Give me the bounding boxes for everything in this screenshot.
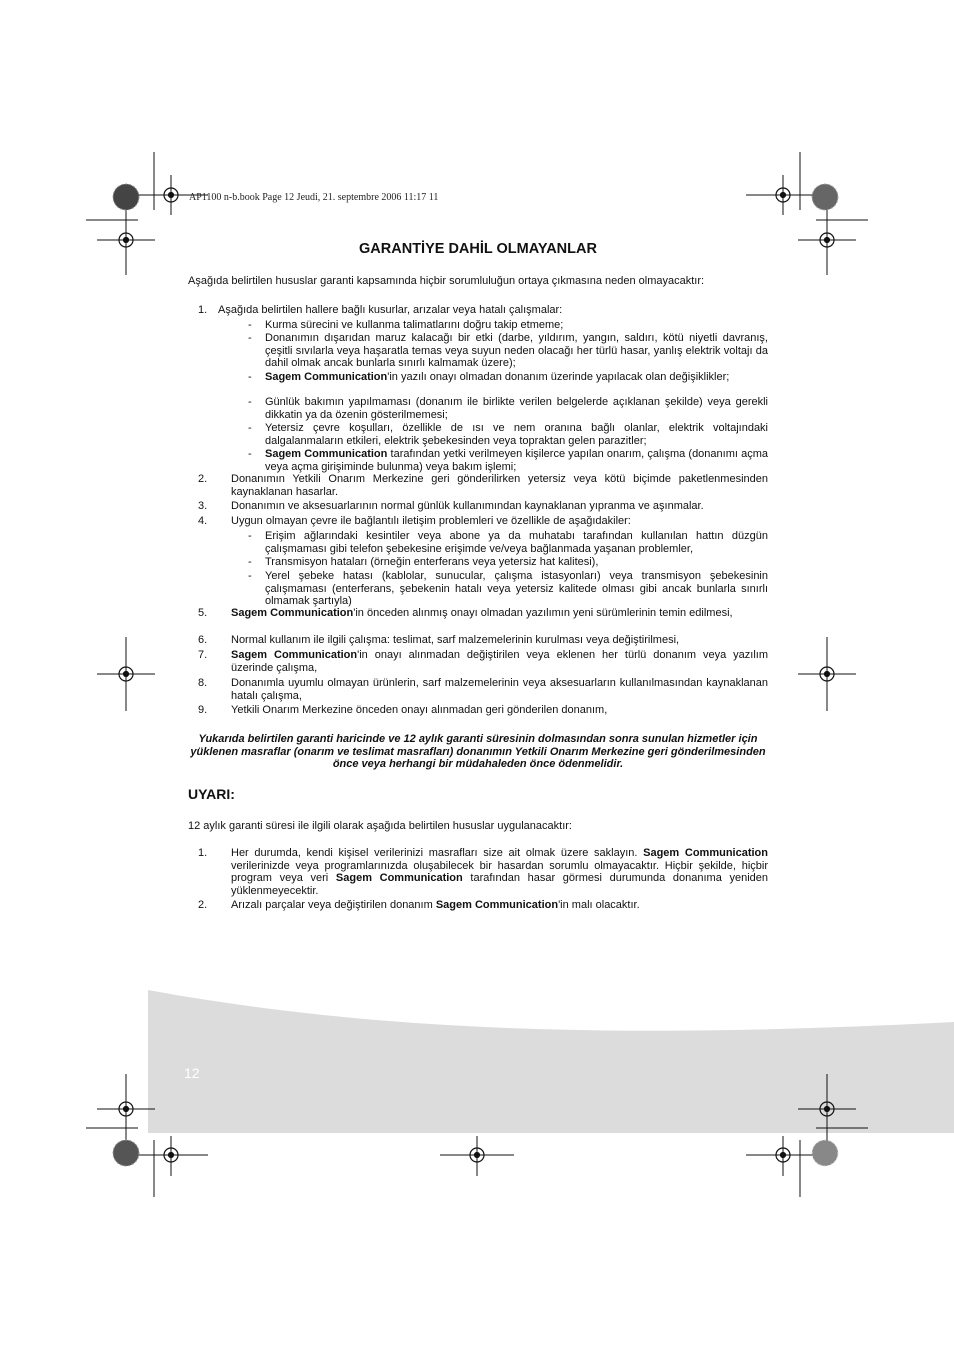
warning-item (198, 847, 768, 897)
page-title: GARANTİYE DAHİL OLMAYANLAR (359, 241, 597, 257)
sub-text: Transmisyon hataları (örneğin enterferans veya yetersiz hat kalitesi), (265, 556, 599, 568)
list-text (231, 649, 768, 674)
list-text: Uygun olmayan çevre ile bağlantılı iletişim problemleri ve özellikle de aşağıdakiler: (231, 515, 631, 527)
payment-notice: Yukarıda belirtilen garanti haricinde ve 12 aylık garanti süresinin dolmasından sonra sunulan hizmetler için yüklenen masraflar (onarım ve teslimat masrafları) donanımın Yetkili Onarım Merkezine geri gönderilmesinden önce veya herhangi bir müdahaleden önce ödenmelidir. (190, 733, 766, 771)
text-part: verilerinizde veya programlarınızda oluşabilecek bir hasardan sorumlu olmayacaktır. Hiçbir şekilde, hiçbir program veya veri (231, 859, 768, 885)
company-name: Sagem Communication (435, 899, 559, 911)
warning-intro: 12 aylık garanti süresi ile ilgili olarak aşağıda belirtilen hususlar uygulanacaktır: (188, 820, 572, 832)
dash: - (248, 448, 252, 460)
warning-text (231, 899, 768, 912)
sub-text: Donanımın dışarıdan maruz kalacağı bir etki (darbe, yıldırım, yangın, saldırı, kötü niyetli davranış, çeşitli sıvılarla veya haşaratla temas veya suyun neden olacağı her türlü hasar, yanlış elektrik voltajı da dahil olmak ancak bunlarla sınırlı kalmamak üzere); (265, 332, 768, 370)
sub-text: Erişim ağlarındaki kesintiler veya abone ya da muhatabı tarafından kullanılan hattın düzgün çalışmaması gibi telefon şebekesine erişimde ve/veya bağlanmada yaşanan problemler, (265, 530, 768, 555)
warning-text (231, 847, 768, 897)
list-item (198, 677, 768, 702)
list-text: Aşağıda belirtilen hallere bağlı kusurlar, arızalar veya hatalı çalışmalar: (218, 304, 563, 316)
sub-list-item (248, 319, 768, 332)
sub-text-rest: tarafından yetki verilmeyen kişilerce yapılan onarım, çalışma (donanımı açma veya açma girişiminde bulunma) veya bakım işlemi; (265, 448, 768, 473)
sub-list-item (248, 448, 768, 473)
sub-text: Kurma sürecini ve kullanma talimatlarını doğru takip etmeme; (265, 319, 564, 331)
list-item (198, 473, 768, 498)
list-number: 7. (198, 649, 208, 661)
list-number: 3. (198, 500, 208, 512)
list-item (198, 500, 768, 513)
dash: - (248, 319, 252, 331)
list-text: Yetkili Onarım Merkezine önceden onayı alınmadan geri gönderilen donanım, (231, 704, 608, 716)
text-part: Arızalı parçalar veya değiştirilen donanım (231, 899, 436, 911)
list-item (198, 607, 768, 620)
list-text: Donanımın ve aksesuarlarının normal günlük kullanımından kaynaklanan yıpranma ve aşınmalar. (231, 500, 704, 512)
list-text-rest: 'in önceden alınmış onayı olmadan yazılımın yeni sürümlerinin temin edilmesi, (353, 607, 733, 619)
sub-list-item (248, 371, 768, 384)
company-name: Sagem Communication (231, 607, 354, 619)
warning-title: UYARI: (188, 786, 235, 802)
list-number: 5. (198, 607, 208, 619)
warning-item (198, 899, 768, 912)
company-name: Sagem Communication (265, 371, 388, 383)
list-item (198, 634, 768, 647)
sub-text: Günlük bakımın yapılmaması (donanım ile birlikte verilen belgelerde açıklanan şekilde) veya gerekli dikkatin ya da özenin gösterilmemesi; (265, 396, 768, 421)
list-item (198, 304, 768, 317)
list-text (231, 607, 768, 620)
sub-list-item (248, 556, 768, 569)
sub-text (265, 448, 768, 473)
list-item (198, 649, 768, 674)
dash: - (248, 422, 252, 434)
sub-list-item (248, 422, 768, 447)
dash: - (248, 332, 252, 344)
company-name: Sagem Communication (335, 872, 463, 885)
dash: - (248, 556, 252, 568)
sub-list-item (248, 530, 768, 555)
sub-text (265, 371, 768, 384)
list-number: 2. (198, 473, 208, 485)
company-name: Sagem Communication (643, 847, 768, 859)
list-number: 1. (198, 847, 208, 859)
list-number: 9. (198, 704, 208, 716)
text-part: 'in malı olacaktır. (558, 899, 640, 911)
company-name: Sagem Communication (265, 448, 388, 460)
dash: - (248, 396, 252, 408)
sub-list-item (248, 570, 768, 608)
text-part: tarafından hasar görmesi durumunda donanıma yeniden yüklenmeyecektir. (231, 872, 769, 897)
list-number: 1. (198, 304, 208, 316)
list-text: Donanımın Yetkili Onarım Merkezine geri gönderilirken yetersiz veya kötü biçimde paketlenmesinden kaynaklanan hasarlar. (231, 473, 768, 498)
company-name: Sagem Communication (231, 649, 358, 661)
sub-text-rest: 'in yazılı onayı olmadan donanım üzerinde yapılacak olan değişiklikler; (387, 371, 730, 383)
sub-text: Yetersiz çevre koşulları, özellikle de ısı ve nem oranına bağlı olanlar, elektrik voltajındaki dalgalanmaların etkileri, elektrik şebekesinden veya topraktan gelen parazitler; (265, 422, 768, 447)
dash: - (248, 371, 252, 383)
list-item (198, 515, 768, 528)
page-number: 12 (184, 1065, 200, 1081)
list-item (198, 704, 768, 717)
sub-list-item (248, 332, 768, 370)
sub-list-item (248, 396, 768, 421)
file-info-header: AP1100 n-b.book Page 12 Jeudi, 21. septembre 2006 11:17 11 (189, 192, 439, 203)
list-text: Donanımla uyumlu olmayan ürünlerin, sarf malzemelerinin veya aksesuarların kullanılmasından kaynaklanan hatalı çalışma, (231, 677, 768, 702)
dash: - (248, 570, 252, 582)
list-number: 6. (198, 634, 208, 646)
list-text: Normal kullanım ile ilgili çalışma: teslimat, sarf malzemelerinin kurulması veya değiştirilmesi, (231, 634, 680, 646)
list-number: 4. (198, 515, 208, 527)
dash: - (248, 530, 252, 542)
intro-paragraph: Aşağıda belirtilen hususlar garanti kapsamında hiçbir sorumluluğun ortaya çıkmasına neden olmayacaktır: (188, 275, 705, 287)
list-number: 8. (198, 677, 208, 689)
sub-text: Yerel şebeke hatası (kablolar, sunucular, çalışma istasyonları) veya transmisyon şebekesinin çalışmaması (enterferans, şebekenin hatalı veya yetersiz kalitede olması gibi ancak bunlarla sınırlı olmamak şartıyla) (265, 570, 768, 608)
list-text-rest: 'in onayı alınmadan değiştirilen veya eklenen her türlü donanım veya yazılım üzerinde çalışma, (231, 649, 768, 674)
list-number: 2. (198, 899, 208, 911)
text-part: Her durumda, kendi kişisel verilerinizi masrafları size ait olmak üzere saklayın. (231, 847, 644, 859)
